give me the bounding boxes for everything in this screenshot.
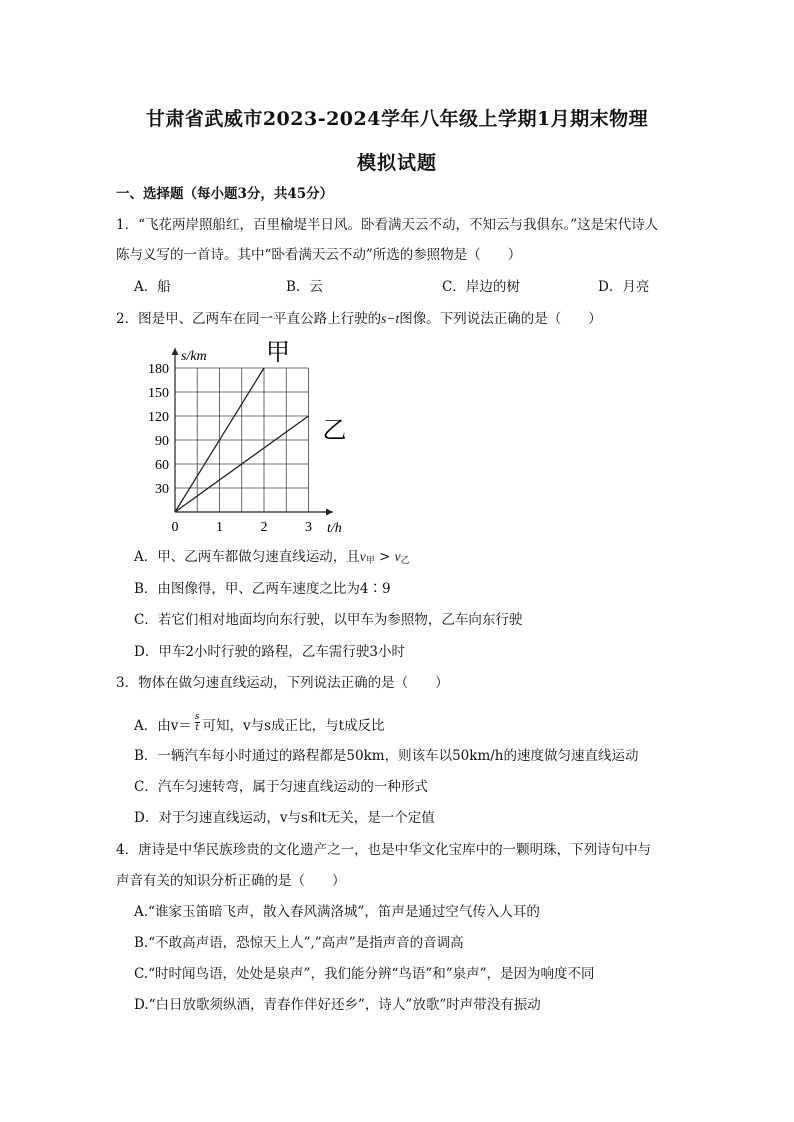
q4-option-a: A.“谁家玉笛暗飞声，散入春风满洛城”，笛声是通过空气传入人耳的	[134, 904, 540, 920]
q2-option-a-v1: v	[359, 549, 366, 564]
q4-stem-line1: 4．唐诗是中华民族珍贵的文化遗产之一，也是中华文化宝库中的一颗明珠，下列诗句中与	[116, 842, 652, 858]
q2-option-b	[134, 580, 391, 598]
q2-option-a-gt: >	[374, 549, 395, 565]
series-label-jia: 甲	[266, 340, 290, 366]
q2-stem	[116, 310, 602, 328]
q3-option-b: B．一辆汽车每小时通过的路程都是50km，则该车以50km/h的速度做匀速直线运动	[134, 748, 639, 764]
q2-option-b-text: B．由图像得，甲、乙两车速度之比为	[134, 581, 360, 597]
q2-option-a-sub1: 甲	[365, 556, 375, 566]
q3-option-a	[134, 712, 385, 737]
q2-option-a-sub2: 乙	[400, 556, 410, 566]
x-axis-label: t/h	[327, 521, 342, 536]
q2-option-d: D．甲车2小时行驶的路程，乙车需行驶3小时	[134, 644, 406, 660]
q4-option-c: C.“时时闻鸟语，处处是泉声”，我们能分辨“鸟语”和”泉声”，是因为响度不同	[134, 966, 595, 982]
y-tick-label: 30	[155, 482, 169, 497]
q1-option-c: C．岸边的树	[442, 279, 520, 295]
q4-option-b: B.“不敢高声语，恐惊天上人”,”高声”是指声音的音调高	[134, 935, 464, 951]
q2-option-b-ratio: 4∶9	[359, 581, 391, 597]
q2-option-a-text: A．甲、乙两车都做匀速直线运动，且	[134, 549, 360, 565]
q2-stem-prefix: 2．图是甲、乙两车在同一平直公路上行驶的	[116, 311, 382, 327]
q1-option-b: B．云	[286, 279, 323, 295]
q3-option-d: D．对于匀速直线运动，v与s和t无关，是一个定值	[134, 810, 435, 826]
y-tick-label: 180	[148, 362, 169, 377]
x-tick-label: 3	[305, 520, 312, 535]
q3-fraction	[195, 712, 200, 733]
x-tick-label: 2	[260, 520, 268, 535]
q1-option-a: A．船	[134, 279, 171, 295]
q2-option-a	[134, 548, 410, 570]
q2-option-c: C．若它们相对地面均向东行驶，以甲车为参照物，乙车向东行驶	[134, 612, 523, 628]
y-tick-label: 60	[155, 458, 169, 473]
q1-option-d: D．月亮	[598, 279, 650, 295]
q1-stem-line2: 陈与义写的一首诗。其中“卧看满天云不动”所选的参照物是（ ）	[116, 247, 522, 263]
page-title: 甘肃省武威市2023-2024学年八年级上学期1月期末物理	[145, 108, 649, 130]
st-graph	[125, 336, 355, 536]
q2-stem-suffix: 图像。下列说法正确的是（ ）	[399, 311, 602, 327]
q3-fraction-denominator: t	[195, 723, 200, 733]
series-label-yi: 乙	[322, 418, 347, 444]
q4-stem-line2: 声音有关的知识分析正确的是（ ）	[116, 873, 346, 889]
q3-option-a-prefix: A．由v＝	[134, 718, 192, 734]
x-tick-label: 1	[216, 520, 223, 535]
q2-option-a-v2: v	[394, 549, 401, 564]
x-tick-label: 0	[171, 520, 179, 535]
y-axis-label: s/km	[181, 349, 207, 364]
q2-stem-variable: s−t	[381, 311, 400, 326]
y-tick-label: 90	[155, 434, 169, 449]
q3-option-c: C．汽车匀速转弯，属于匀速直线运动的一种形式	[134, 779, 428, 795]
section-heading: 一、选择题（每小题3分，共45分）	[116, 186, 334, 202]
q3-option-a-suffix: 可知，v与s成正比，与t成反比	[202, 718, 385, 734]
q4-option-d: D.“白日放歌须纵酒，青春作伴好还乡”，诗人”放歌”时声带没有振动	[134, 997, 541, 1013]
y-tick-label: 150	[148, 386, 169, 401]
q3-fraction-numerator: s	[194, 712, 200, 722]
q1-stem-line1: 1．“飞花两岸照船红，百里榆堤半日风。卧看满天云不动，不知云与我俱东。”这是宋代诗人	[116, 217, 659, 233]
q3-stem: 3．物体在做匀速直线运动，下列说法正确的是（ ）	[116, 675, 449, 691]
page-subtitle: 模拟试题	[356, 152, 437, 174]
y-tick-label: 120	[148, 410, 169, 425]
